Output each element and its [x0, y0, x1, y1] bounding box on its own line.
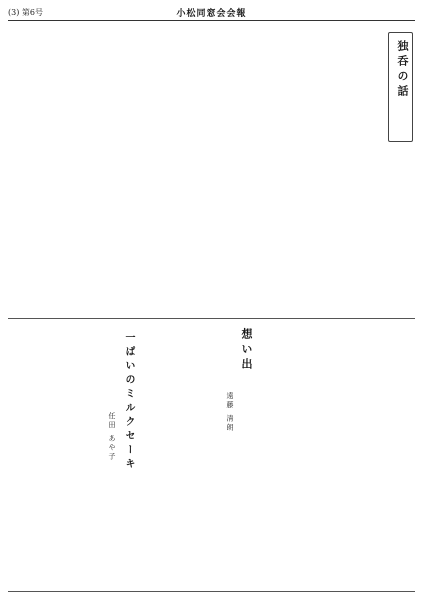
article-title-bottom-left: 一ぱいのミルクセーキ: [123, 332, 134, 472]
article-title-top-right: 独呑の話: [396, 40, 409, 100]
band-divider: [8, 318, 415, 319]
page-frame: [8, 24, 415, 592]
page-number: (3) 第6号: [8, 8, 43, 17]
newsletter-title: 小松同窓会会報: [176, 9, 247, 19]
page-header: [8, 5, 415, 21]
article-title-bottom-center: 想い出: [240, 328, 253, 373]
article-byline-bottom-center: 遠藤 清朗: [226, 392, 234, 433]
article-byline-bottom-left: 任田 あや子: [108, 412, 116, 462]
